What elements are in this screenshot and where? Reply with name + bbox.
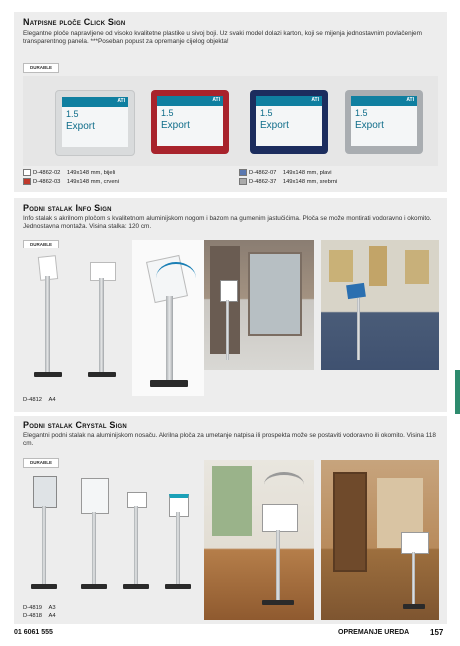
brand-logo: DURABLE <box>23 240 59 250</box>
product-code-line: D-4812 A4 <box>23 397 56 403</box>
footer-category: OPREMANJE UREDA <box>338 629 410 636</box>
product-code-line: D-4818 A4 <box>23 613 56 619</box>
interior-photo-3 <box>204 460 314 620</box>
brand-logo: DURABLE <box>23 63 59 73</box>
product-photo-crystal-stands <box>23 468 203 600</box>
interior-photo-1 <box>204 240 314 370</box>
product-code-line: D-4862-02 149x148 mm, bijeli <box>23 169 115 177</box>
brand-logo: DURABLE <box>23 458 59 468</box>
section-title: Podni stalak Info Sign <box>23 203 112 213</box>
section-title: Podni stalak Crystal Sign <box>23 420 127 430</box>
product-code-line: D-4862-37 149x148 mm, srebrni <box>239 178 337 186</box>
section-description: Info stalak s akrilnom pločom s kvalitetnom aluminijskom nogom i bazom na gumenim jastučićima. Ploča se može montirati vodoravno i okomito. Jednostavna montaža. Visina stalka: 120 cm. <box>23 215 432 231</box>
section-crystal-sign <box>14 416 447 624</box>
section-description: Elegantni podni stalak na aluminijskom nosaču. Akrilna ploča za umetanje natpisa ili prospekta može se postaviti vodoravno ili okomito. Visina 118 cm. <box>23 432 436 448</box>
color-swatch-red <box>23 178 31 185</box>
product-code-line: D-4819 A3 <box>23 605 56 611</box>
section-title: Natpisne ploče Click Sign <box>23 17 126 27</box>
sign-red: ATI 1.5 Export <box>151 90 229 154</box>
sign-blue: ATI 1.5 Export <box>250 90 328 154</box>
interior-photo-4 <box>321 460 439 620</box>
footer-phone: 01 6061 555 <box>14 629 53 636</box>
product-photo-detail <box>132 240 204 396</box>
interior-photo-2 <box>321 240 439 370</box>
product-code-line: D-4862-07 149x148 mm, plavi <box>239 169 332 177</box>
color-swatch-white <box>23 169 31 176</box>
color-swatch-silver <box>239 178 247 185</box>
sign-silver: ATI 1.5 Export <box>345 90 423 154</box>
section-description: Elegantne ploče napravljene od visoko kvalitetne plastike u sivoj boji. Uz svaki model dolazi karton, koji se mijenja jednostavnim povlačenjem transparentnog panela. ***Poseban popust za opremanje cijelog objekta! <box>23 30 422 46</box>
sign-white: ATI 1.5 Export <box>55 90 135 156</box>
product-photo-signs <box>23 76 438 166</box>
footer-page-number: 157 <box>430 628 444 637</box>
product-photo-stands <box>23 248 137 388</box>
section-click-sign <box>14 12 447 192</box>
section-info-sign <box>14 198 447 412</box>
color-swatch-blue <box>239 169 247 176</box>
side-tab-marker <box>455 370 460 414</box>
product-code-line: D-4862-03 149x148 mm, crveni <box>23 178 119 186</box>
